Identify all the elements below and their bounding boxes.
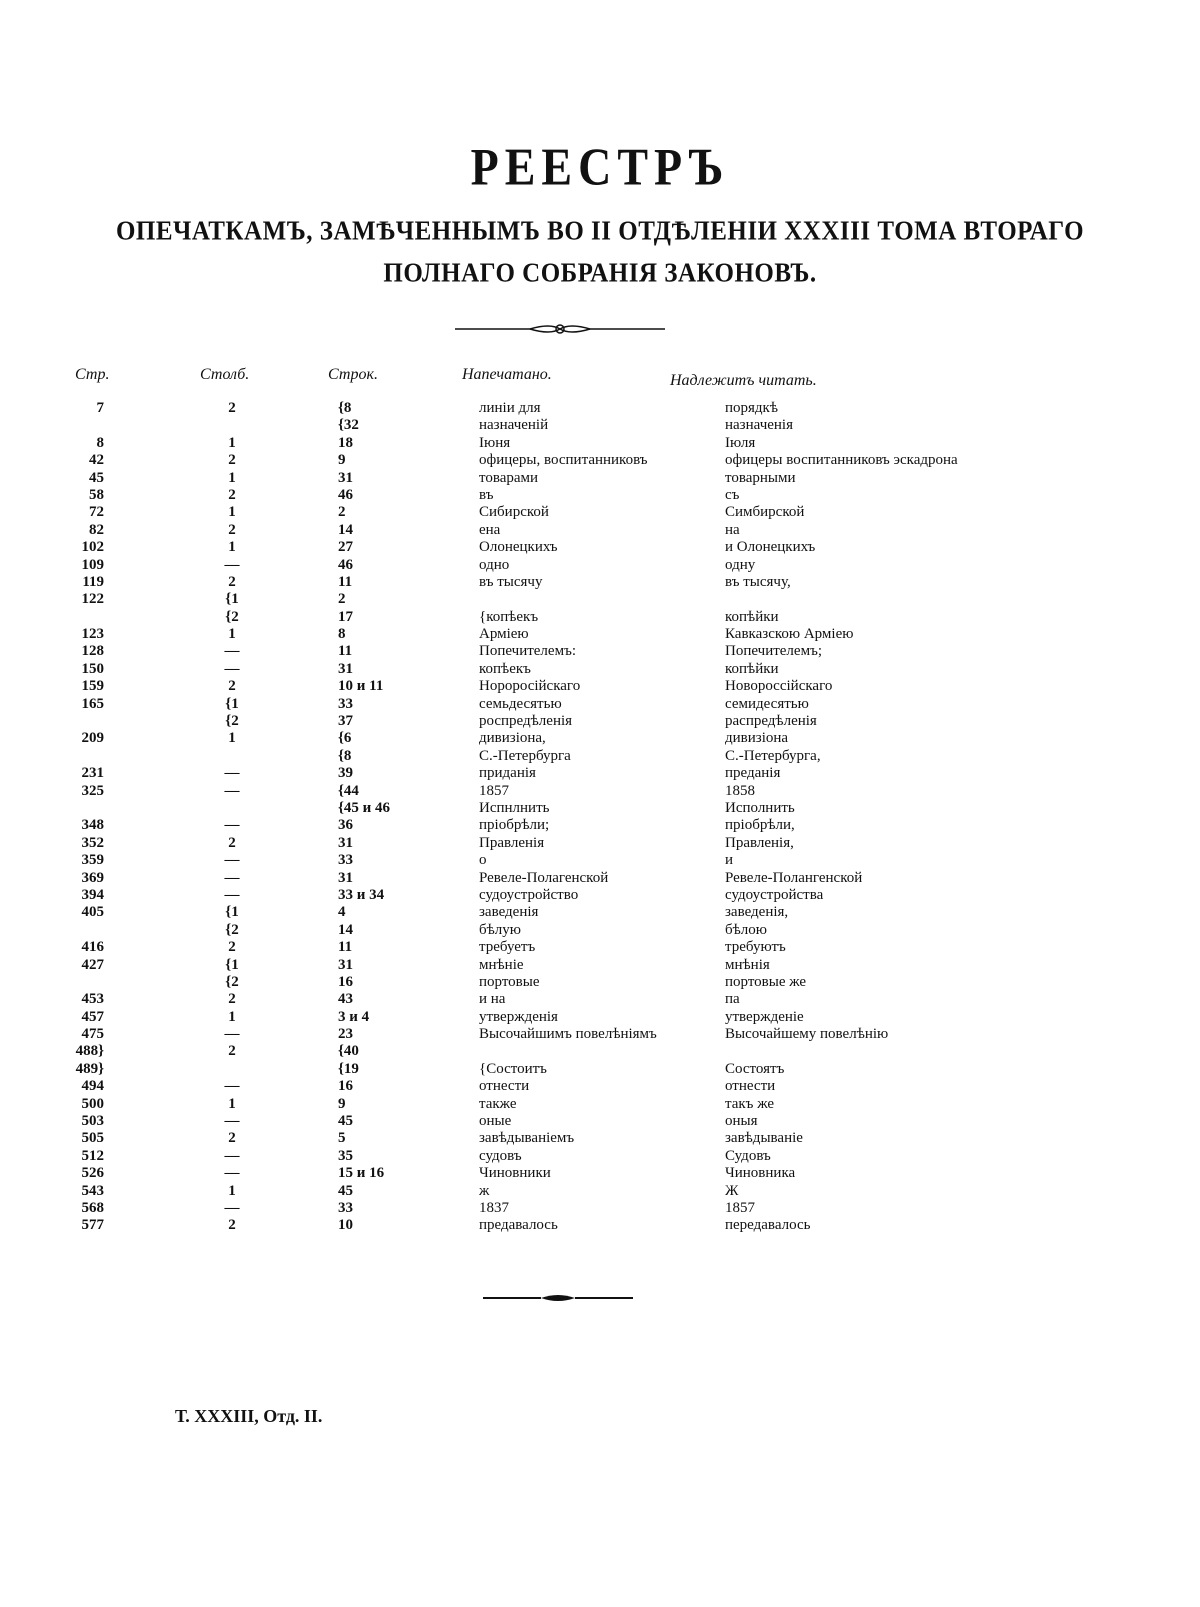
table-row: [0, 904, 1200, 921]
row-line: 31: [338, 834, 353, 851]
row-page: 165: [81, 695, 104, 712]
row-page: 503: [81, 1113, 104, 1130]
row-line: {8: [338, 400, 352, 416]
table-row: [0, 991, 1200, 1008]
row-printed: пріобрѣли;: [479, 817, 550, 834]
row-column: 1: [228, 434, 236, 451]
table-row: [0, 522, 1200, 539]
row-line: 16: [338, 1078, 353, 1095]
row-should-read: утвержденіе: [725, 1008, 804, 1025]
row-column: 2: [228, 486, 236, 503]
row-printed: утвержденія: [479, 1008, 558, 1025]
row-page: 494: [81, 1078, 104, 1095]
row-printed: товарами: [479, 469, 539, 486]
row-should-read: Симбирской: [725, 504, 805, 521]
table-row: [0, 835, 1200, 852]
row-should-read: распредѣленія: [725, 713, 817, 730]
row-column: —: [224, 852, 240, 869]
table-row: [0, 957, 1200, 974]
row-should-read: одну: [725, 556, 756, 573]
row-printed: Іюня: [479, 434, 511, 451]
row-column: —: [224, 1026, 240, 1043]
row-column: —: [224, 1078, 240, 1095]
row-column: 2: [228, 1217, 236, 1234]
row-page: 348: [81, 817, 104, 834]
table-row: [0, 1078, 1200, 1095]
table-row: [0, 643, 1200, 660]
row-page: 82: [89, 521, 104, 538]
row-printed: 1837: [479, 1199, 509, 1216]
row-column: —: [224, 1113, 240, 1130]
row-page: 58: [89, 486, 104, 503]
row-column: 2: [228, 939, 236, 956]
row-line: 9: [338, 452, 346, 469]
row-column: 1: [228, 730, 236, 747]
table-row: [0, 870, 1200, 887]
row-column: 2: [228, 452, 236, 469]
header-column: Столб.: [200, 366, 250, 383]
table-row: [0, 1200, 1200, 1217]
row-printed: завѣдываніемъ: [479, 1130, 575, 1147]
row-column: {2: [225, 973, 239, 990]
row-should-read: въ тысячу,: [725, 573, 791, 590]
row-page: 543: [81, 1182, 104, 1199]
table-row: [0, 435, 1200, 452]
row-column: 2: [228, 1130, 236, 1147]
row-page: 457: [81, 1008, 104, 1025]
row-column: 1: [228, 1008, 236, 1025]
row-page: 475: [81, 1026, 104, 1043]
table-row: [0, 765, 1200, 782]
row-should-read: Состоятъ: [725, 1060, 785, 1077]
errata-table: [0, 400, 1200, 1235]
row-line: 31: [338, 660, 353, 677]
row-printed: о: [479, 852, 487, 869]
table-row: [0, 678, 1200, 695]
table-row: [0, 400, 1200, 417]
subtitle-line-2: ПОЛНАГО СОБРАНІЯ ЗАКОНОВЪ.: [383, 258, 817, 289]
row-page: 45: [89, 469, 104, 486]
row-column: —: [224, 660, 240, 677]
table-row: [0, 661, 1200, 678]
row-should-read: 1857: [725, 1199, 755, 1216]
row-line: 33 и 34: [338, 886, 385, 903]
row-column: —: [224, 782, 240, 799]
row-should-read: товарными: [725, 469, 796, 486]
row-page: 512: [81, 1147, 104, 1164]
row-should-read: Судовъ: [725, 1147, 771, 1164]
row-page: 150: [81, 660, 104, 677]
table-row: [0, 800, 1200, 817]
table-row: [0, 1217, 1200, 1234]
row-should-read: 1858: [725, 782, 755, 799]
table-row: [0, 748, 1200, 765]
row-line: 46: [338, 556, 353, 573]
table-row: [0, 1165, 1200, 1182]
row-column: 2: [228, 521, 236, 538]
row-should-read: заведенія,: [725, 904, 789, 921]
table-row: [0, 1096, 1200, 1113]
row-line: 31: [338, 956, 353, 973]
row-page: 352: [81, 834, 104, 851]
row-column: 1: [228, 504, 236, 521]
row-line: 10 и 11: [338, 678, 384, 695]
row-should-read: Исполнить: [725, 799, 795, 816]
row-column: {2: [225, 608, 239, 625]
row-should-read: и Олонецкихъ: [725, 539, 816, 556]
row-column: —: [224, 1199, 240, 1216]
row-page: 416: [81, 939, 104, 956]
row-page: 359: [81, 852, 104, 869]
row-printed: семьдесятью: [479, 695, 562, 712]
row-printed: линіи для: [479, 400, 541, 416]
row-should-read: передавалось: [725, 1217, 811, 1234]
row-printed: Нороросійскаго: [479, 678, 581, 695]
row-line: {8: [338, 747, 352, 764]
row-printed: копѣекъ: [479, 660, 531, 677]
row-should-read: судоустройства: [725, 886, 824, 903]
row-line: 23: [338, 1026, 353, 1043]
row-column: {1: [225, 956, 239, 973]
row-line: {6: [338, 730, 352, 747]
row-line: {44: [338, 782, 359, 799]
row-printed: мнѣніе: [479, 956, 524, 973]
row-page: 453: [81, 991, 104, 1008]
row-should-read: Высочайшему повелѣнію: [725, 1026, 889, 1043]
row-printed: въ: [479, 486, 494, 503]
row-printed: также: [479, 1095, 517, 1112]
row-printed: ена: [479, 521, 501, 538]
row-column: —: [224, 1147, 240, 1164]
table-row: [0, 539, 1200, 556]
row-should-read: порядкѣ: [725, 400, 778, 416]
row-printed: заведенія: [479, 904, 539, 921]
table-row: [0, 609, 1200, 626]
table-row: [0, 626, 1200, 643]
row-printed: дивизіона,: [479, 730, 546, 747]
row-line: 9: [338, 1095, 346, 1112]
row-column: {1: [225, 904, 239, 921]
row-printed: судоустройство: [479, 886, 579, 903]
row-column: —: [224, 817, 240, 834]
row-line: 10: [338, 1217, 353, 1234]
row-printed: Попечителемъ:: [479, 643, 576, 660]
row-page: 109: [81, 556, 104, 573]
row-line: 16: [338, 973, 353, 990]
row-should-read: и: [725, 852, 734, 869]
row-column: —: [224, 886, 240, 903]
row-printed: Ревеле-Полагенской: [479, 869, 609, 886]
row-column: 1: [228, 1095, 236, 1112]
row-line: 37: [338, 713, 353, 730]
row-printed: бѣлую: [479, 921, 521, 938]
row-printed: Арміею: [479, 626, 529, 643]
table-row: [0, 783, 1200, 800]
row-printed: одно: [479, 556, 510, 573]
row-line: 31: [338, 469, 353, 486]
row-line: 35: [338, 1147, 353, 1164]
row-line: 33: [338, 852, 353, 869]
row-should-read: дивизіона: [725, 730, 789, 747]
table-row: [0, 730, 1200, 747]
row-page: 369: [81, 869, 104, 886]
row-column: {2: [225, 921, 239, 938]
row-column: 1: [228, 626, 236, 643]
row-line: {32: [338, 417, 359, 434]
row-should-read: Іюля: [725, 434, 756, 451]
row-line: 43: [338, 991, 353, 1008]
row-printed: и на: [479, 991, 506, 1008]
table-row: [0, 887, 1200, 904]
row-should-read: бѣлою: [725, 921, 767, 938]
table-row: [0, 852, 1200, 869]
row-printed: Сибирской: [479, 504, 549, 521]
row-printed: роспредѣленія: [479, 713, 573, 730]
row-printed: офицеры, воспитанниковъ: [479, 452, 648, 469]
row-printed: требуетъ: [479, 939, 536, 956]
row-line: 46: [338, 486, 353, 503]
row-should-read: пріобрѣли,: [725, 817, 795, 834]
row-column: —: [224, 1165, 240, 1182]
row-page: 209: [81, 730, 104, 747]
row-line: 3 и 4: [338, 1008, 370, 1025]
row-should-read: мнѣнія: [725, 956, 770, 973]
row-page: 489}: [75, 1060, 104, 1077]
row-line: 45: [338, 1113, 353, 1130]
table-row: [0, 1043, 1200, 1060]
header-should-read: Надлежитъ читать.: [670, 372, 817, 389]
row-printed: въ тысячу: [479, 573, 543, 590]
row-should-read: Новороссійскаго: [725, 678, 833, 695]
row-printed: назначеній: [479, 417, 549, 434]
row-line: 11: [338, 573, 353, 590]
row-should-read: съ: [725, 486, 740, 503]
row-line: 2: [338, 591, 346, 608]
row-page: 128: [81, 643, 104, 660]
row-column: —: [224, 556, 240, 573]
row-printed: приданія: [479, 765, 536, 782]
row-printed: {копѣекъ: [479, 608, 539, 625]
row-line: 15 и 16: [338, 1165, 385, 1182]
row-line: {40: [338, 1043, 359, 1060]
row-should-read: Кавказскою Арміею: [725, 626, 854, 643]
table-row: [0, 417, 1200, 434]
row-printed: Правленія: [479, 834, 545, 851]
table-row: [0, 504, 1200, 521]
row-page: 488}: [75, 1043, 104, 1060]
row-line: 36: [338, 817, 353, 834]
row-column: 1: [228, 539, 236, 556]
table-row: [0, 470, 1200, 487]
volume-footer: Т. XXXIII, Отд. II.: [175, 1406, 323, 1426]
subtitle-line-1: ОПЕЧАТКАМЪ, ЗАМѢЧЕННЫМЪ ВО II ОТДѢЛЕНІИ XXXIII ТОМА ВТОРАГО: [115, 216, 1085, 247]
row-line: 33: [338, 695, 353, 712]
row-should-read: семидесятью: [725, 695, 809, 712]
row-line: 18: [338, 434, 353, 451]
row-printed: Высочайшимъ повелѣніямъ: [479, 1026, 657, 1043]
row-column: {1: [225, 695, 239, 712]
row-printed: {Состоитъ: [479, 1060, 547, 1077]
row-column: {2: [225, 713, 239, 730]
row-line: 17: [338, 608, 353, 625]
row-should-read: портовые же: [725, 973, 807, 990]
row-printed: 1857: [479, 782, 509, 799]
row-page: 122: [81, 591, 104, 608]
page-title: РЕЕСТРЪ: [470, 137, 730, 196]
row-should-read: требуютъ: [725, 939, 786, 956]
row-column: 2: [228, 1043, 236, 1060]
row-should-read: па: [725, 991, 740, 1008]
table-row: [0, 487, 1200, 504]
row-page: 231: [81, 765, 104, 782]
table-row: [0, 557, 1200, 574]
row-page: 72: [89, 504, 104, 521]
row-should-read: назначенія: [725, 417, 793, 434]
row-column: 2: [228, 400, 236, 416]
table-row: [0, 591, 1200, 608]
row-printed: судовъ: [479, 1147, 522, 1164]
row-printed: С.-Петербурга: [479, 747, 571, 764]
row-should-read: С.-Петербурга,: [725, 747, 821, 764]
table-row: [0, 1130, 1200, 1147]
row-should-read: офицеры воспитанниковъ эскадрона: [725, 452, 958, 469]
row-column: 1: [228, 1182, 236, 1199]
row-column: 2: [228, 678, 236, 695]
row-page: 568: [81, 1199, 104, 1216]
row-printed: ж: [479, 1182, 490, 1199]
row-page: 427: [81, 956, 104, 973]
table-row: [0, 1061, 1200, 1078]
row-line: 31: [338, 869, 353, 886]
table-row: [0, 713, 1200, 730]
row-page: 325: [81, 782, 104, 799]
row-page: 119: [82, 573, 104, 590]
row-column: {1: [225, 591, 239, 608]
row-should-read: копѣйки: [725, 660, 779, 677]
table-row: [0, 452, 1200, 469]
row-column: —: [224, 643, 240, 660]
row-column: 1: [228, 469, 236, 486]
row-column: —: [224, 765, 240, 782]
row-should-read: копѣйки: [725, 608, 779, 625]
row-page: 526: [81, 1165, 104, 1182]
table-row: [0, 939, 1200, 956]
table-row: [0, 922, 1200, 939]
row-printed: Испнлнить: [479, 799, 550, 816]
row-page: 8: [96, 434, 104, 451]
row-should-read: Ж: [725, 1182, 739, 1199]
row-should-read: Ревеле-Полангенской: [725, 869, 863, 886]
row-should-read: Попечителемъ;: [725, 643, 822, 660]
row-page: 505: [81, 1130, 104, 1147]
header-printed: Напечатано.: [462, 366, 552, 383]
table-row: [0, 1183, 1200, 1200]
row-printed: портовые: [479, 973, 540, 990]
row-line: 45: [338, 1182, 353, 1199]
row-column: 2: [228, 834, 236, 851]
row-page: 102: [81, 539, 104, 556]
table-row: [0, 817, 1200, 834]
ornament-divider-bottom: [483, 1292, 633, 1304]
table-row: [0, 1009, 1200, 1026]
row-page: 159: [81, 678, 104, 695]
row-should-read: преданія: [725, 765, 781, 782]
row-should-read: такъ же: [725, 1095, 775, 1112]
header-line: Строк.: [328, 366, 378, 383]
row-line: 14: [338, 521, 353, 538]
row-printed: Чиновники: [479, 1165, 551, 1182]
row-line: 39: [338, 765, 353, 782]
row-should-read: на: [725, 521, 740, 538]
row-line: 33: [338, 1199, 353, 1216]
row-line: 27: [338, 539, 353, 556]
table-row: [0, 1148, 1200, 1165]
row-should-read: Чиновника: [725, 1165, 796, 1182]
row-line: {19: [338, 1060, 359, 1077]
row-line: 5: [338, 1130, 346, 1147]
table-row: [0, 1026, 1200, 1043]
row-line: 11: [338, 643, 353, 660]
row-line: 11: [338, 939, 353, 956]
row-page: 577: [81, 1217, 104, 1234]
row-should-read: оныя: [725, 1113, 758, 1130]
row-column: —: [224, 869, 240, 886]
row-page: 7: [96, 400, 104, 416]
row-line: 8: [338, 626, 346, 643]
table-row: [0, 974, 1200, 991]
table-row: [0, 696, 1200, 713]
row-page: 123: [81, 626, 104, 643]
table-row: [0, 1113, 1200, 1130]
row-column: 2: [228, 573, 236, 590]
row-printed: Олонецкихъ: [479, 539, 558, 556]
row-line: 2: [338, 504, 346, 521]
row-printed: отнести: [479, 1078, 530, 1095]
row-page: 405: [81, 904, 104, 921]
row-line: 4: [338, 904, 346, 921]
row-page: 42: [89, 452, 104, 469]
row-printed: оные: [479, 1113, 512, 1130]
row-should-read: завѣдываніе: [725, 1130, 803, 1147]
table-row: [0, 574, 1200, 591]
row-printed: предавалось: [479, 1217, 558, 1234]
header-page: Стр.: [75, 366, 110, 383]
row-line: {45 и 46: [338, 799, 391, 816]
row-page: 394: [81, 886, 104, 903]
row-should-read: отнести: [725, 1078, 776, 1095]
row-column: 2: [228, 991, 236, 1008]
row-page: 500: [81, 1095, 104, 1112]
ornament-divider-top: [455, 322, 665, 336]
row-should-read: Правленія,: [725, 834, 794, 851]
row-line: 14: [338, 921, 353, 938]
